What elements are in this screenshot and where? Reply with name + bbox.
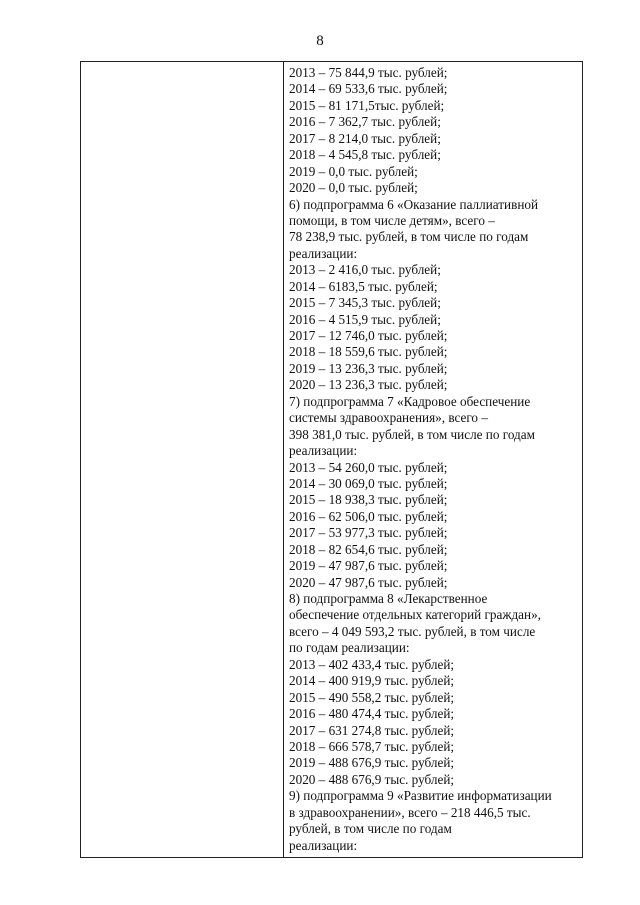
text-line: 2020 – 488 676,9 тыс. рублей; (289, 771, 455, 787)
text-line: 2020 – 0,0 тыс. рублей; (289, 180, 418, 196)
text-line: реализации: (289, 837, 358, 853)
text-line: 2014 – 400 919,9 тыс. рублей; (289, 673, 455, 689)
text-line: 2013 – 2 416,0 тыс. рублей; (289, 262, 441, 278)
text-line: 2016 – 7 362,7 тыс. рублей; (289, 114, 441, 130)
page-number: 8 (316, 33, 324, 49)
text-line: рублей, в том числе по годам (289, 821, 452, 837)
text-line: 2019 – 13 236,3 тыс. рублей; (289, 360, 448, 376)
text-line: 2013 – 75 844,9 тыс. рублей; (289, 65, 448, 80)
text-line: 2014 – 30 069,0 тыс. рублей; (289, 475, 448, 491)
document-table (80, 61, 583, 858)
text-line: 2020 – 13 236,3 тыс. рублей; (289, 377, 448, 393)
text-line: 2013 – 402 433,4 тыс. рублей; (289, 656, 455, 672)
text-line: 2018 – 666 578,7 тыс. рублей; (289, 738, 455, 754)
text-line: 9) подпрограмма 9 «Развитие информатизации (289, 788, 552, 804)
text-line: 2019 – 0,0 тыс. рублей; (289, 163, 418, 179)
text-line: 2018 – 4 545,8 тыс. рублей; (289, 147, 441, 163)
text-line: 8) подпрограмма 8 «Лекарственное (289, 591, 488, 606)
text-line: 2014 – 6183,5 тыс. рублей; (289, 278, 438, 294)
text-line: 2016 – 480 474,4 тыс. рублей; (289, 706, 455, 722)
text-line: по годам реализации: (289, 640, 410, 656)
text-line: 2013 – 54 260,0 тыс. рублей; (289, 459, 448, 475)
text-line: 398 381,0 тыс. рублей, в том числе по годам (289, 426, 535, 442)
text-line: 2015 – 81 171,5тыс. рублей; (289, 97, 445, 113)
text-line: 78 238,9 тыс. рублей, в том числе по годам (289, 229, 529, 245)
text-line: 2014 – 69 533,6 тыс. рублей; (289, 81, 448, 97)
text-line: 2015 – 490 558,2 тыс. рублей; (289, 689, 455, 705)
text-line: 2020 – 47 987,6 тыс. рублей; (289, 574, 448, 590)
text-line: 2015 – 7 345,3 тыс. рублей; (289, 295, 441, 311)
text-line: 2019 – 47 987,6 тыс. рублей; (289, 558, 448, 574)
text-line: всего – 4 049 593,2 тыс. рублей, в том числе (289, 623, 536, 639)
text-line: 2017 – 631 274,8 тыс. рублей; (289, 722, 455, 738)
text-line: 2016 – 4 515,9 тыс. рублей; (289, 311, 441, 327)
text-line: 2017 – 53 977,3 тыс. рублей; (289, 525, 448, 541)
text-line: 2015 – 18 938,3 тыс. рублей; (289, 492, 448, 508)
text-line: 2018 – 18 559,6 тыс. рублей; (289, 344, 448, 360)
text-line: системы здравоохранения», всего – (289, 410, 488, 426)
text-line: помощи, в том числе детям», всего – (289, 212, 495, 228)
column-divider (283, 62, 284, 857)
text-line: реализации: (289, 443, 358, 459)
text-line: 6) подпрограмма 6 «Оказание паллиативной (289, 196, 539, 212)
text-line: 2018 – 82 654,6 тыс. рублей; (289, 541, 448, 557)
text-line: в здравоохранении», всего – 218 446,5 тыс. (289, 804, 531, 820)
text-line: обеспечение отдельных категорий граждан», (289, 607, 541, 623)
text-line: 2017 – 12 746,0 тыс. рублей; (289, 328, 448, 343)
text-line: 2016 – 62 506,0 тыс. рублей; (289, 508, 448, 524)
table-right-cell (289, 65, 579, 855)
text-line: 7) подпрограмма 7 «Кадровое обеспечение (289, 393, 531, 409)
text-line: 2017 – 8 214,0 тыс. рублей; (289, 130, 441, 146)
text-line: 2019 – 488 676,9 тыс. рублей; (289, 755, 455, 771)
text-line: реализации: (289, 245, 358, 261)
table-left-cell (81, 62, 283, 857)
